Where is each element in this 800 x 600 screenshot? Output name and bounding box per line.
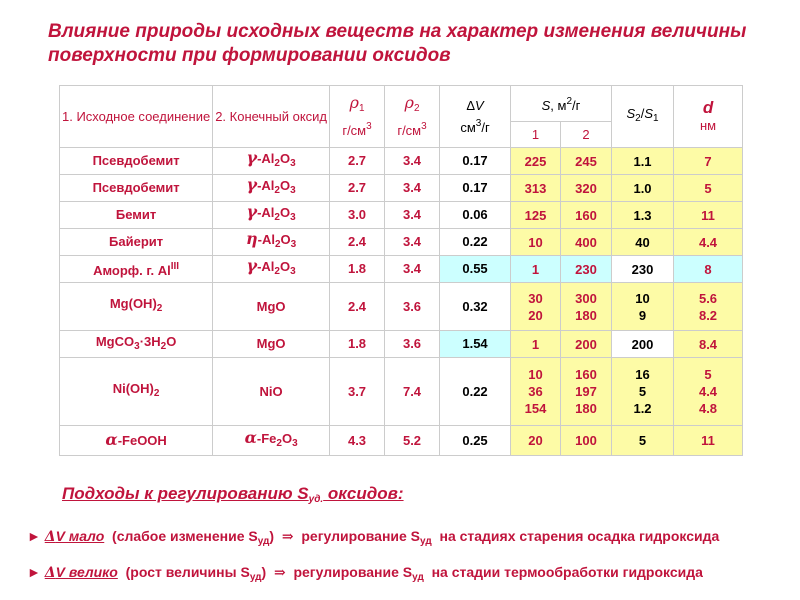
cell-rho2: 3.6 <box>385 331 440 358</box>
cell-source: Псевдобемит <box>60 148 213 175</box>
cell-rho1: 2.7 <box>330 175 385 202</box>
table-row <box>60 283 743 331</box>
cell-s2: 400 <box>561 229 612 256</box>
cell-d: 8.4 <box>674 331 743 358</box>
cell-rho1: 3.0 <box>330 202 385 229</box>
header-s1: 1 <box>511 122 561 148</box>
cell-dv: 0.25 <box>440 426 511 456</box>
cell-dv: 0.17 <box>440 148 511 175</box>
cell-rho2: 3.4 <box>385 202 440 229</box>
cell-oxide: $\gamma-Al_2O_3$ <box>213 256 330 283</box>
cell-rho1: 3.7 <box>330 358 385 426</box>
cell-source: Бемит <box>60 202 213 229</box>
oxides-table <box>59 85 743 456</box>
cell-ratio: 16 5 1.2 <box>612 358 674 426</box>
cell-d: 4.4 <box>674 229 743 256</box>
cell-s1: 20 <box>511 426 561 456</box>
cell-dv: 1.54 <box>440 331 511 358</box>
cell-d: 11 <box>674 202 743 229</box>
cell-dv: 0.06 <box>440 202 511 229</box>
cell-oxide: MgO <box>213 331 330 358</box>
cell-source: Псевдобемит <box>60 175 213 202</box>
cell-s1: 30 20 <box>511 283 561 331</box>
cell-rho2: 3.4 <box>385 256 440 283</box>
header-dv: ΔV $см^3/г$ <box>440 86 511 148</box>
cell-oxide: MgO <box>213 283 330 331</box>
table-row <box>60 256 743 283</box>
cell-ratio: 40 <box>612 229 674 256</box>
header-source: 1. Исходное соединение <box>60 86 213 148</box>
header-ratio: $S_2/S_1$ <box>612 86 674 148</box>
cell-oxide: $\gamma-Al_2O_3$ <box>213 202 330 229</box>
cell-rho1: 2.4 <box>330 283 385 331</box>
header-rho1: $\rho_1$ $г/см^3$ <box>330 86 385 148</box>
cell-ratio: 230 <box>612 256 674 283</box>
cell-d: 5 <box>674 175 743 202</box>
cell-dv: 0.17 <box>440 175 511 202</box>
cell-rho1: 1.8 <box>330 331 385 358</box>
cell-rho2: 3.4 <box>385 229 440 256</box>
cell-d: 5.6 8.2 <box>674 283 743 331</box>
cell-s1: 1 <box>511 331 561 358</box>
cell-rho2: 3.4 <box>385 148 440 175</box>
cell-oxide: $\eta-Al_2O_3$ <box>213 229 330 256</box>
subtitle: Подходы к регулированию $S_{уд.}$ оксидов: <box>62 484 404 505</box>
cell-s2: 160 <box>561 202 612 229</box>
cell-source: $Ni(OH)_2$ <box>60 358 213 426</box>
cell-s1: 1 <box>511 256 561 283</box>
cell-d: 8 <box>674 256 743 283</box>
header-s: S, $м^2/г$ <box>511 86 612 122</box>
cell-ratio: 200 <box>612 331 674 358</box>
cell-d: 11 <box>674 426 743 456</box>
cell-s2: 200 <box>561 331 612 358</box>
cell-d: 7 <box>674 148 743 175</box>
table-row <box>60 358 743 426</box>
cell-rho1: 2.4 <box>330 229 385 256</box>
table-row <box>60 426 743 456</box>
cell-rho1: 1.8 <box>330 256 385 283</box>
cell-s1: 125 <box>511 202 561 229</box>
table-row <box>60 148 743 175</box>
table-row <box>60 229 743 256</box>
header-s2: 2 <box>561 122 612 148</box>
cell-ratio: 1.3 <box>612 202 674 229</box>
cell-rho2: 3.4 <box>385 175 440 202</box>
cell-oxide: $\gamma-Al_2O_3$ <box>213 175 330 202</box>
cell-dv: 0.55 <box>440 256 511 283</box>
page-title: Влияние природы исходных веществ на характер изменения величины поверхности при формировании оксидов <box>48 21 747 66</box>
cell-dv: 0.22 <box>440 229 511 256</box>
cell-ratio: 1.1 <box>612 148 674 175</box>
cell-s2: 320 <box>561 175 612 202</box>
bullet-line-1: ► ΔV мало (слабое изменение $S_{уд}$) ⇒ регулирование $S_{уд}$ на стадиях старения осадка гидроксида <box>27 528 720 547</box>
cell-ratio: 10 9 <box>612 283 674 331</box>
cell-source: α-FeOOH <box>60 426 213 456</box>
cell-oxide: $\gamma-Al_2O_3$ <box>213 148 330 175</box>
cell-source: $Mg(OH)_2$ <box>60 283 213 331</box>
cell-source: Байерит <box>60 229 213 256</box>
cell-s1: 10 36 154 <box>511 358 561 426</box>
header-d: d нм <box>674 86 743 148</box>
table-row <box>60 331 743 358</box>
table-row <box>60 202 743 229</box>
table-row <box>60 175 743 202</box>
cell-ratio: 5 <box>612 426 674 456</box>
cell-rho2: 7.4 <box>385 358 440 426</box>
cell-s1: 313 <box>511 175 561 202</box>
cell-s2: 300 180 <box>561 283 612 331</box>
cell-s2: 160 197 180 <box>561 358 612 426</box>
cell-dv: 0.22 <box>440 358 511 426</box>
bullet-line-2: ► ΔV велико (рост величины $S_{уд}$) ⇒ регулирование $S_{уд}$ на стадии термообработки гидроксида <box>27 564 703 583</box>
cell-oxide: NiO <box>213 358 330 426</box>
cell-rho1: 2.7 <box>330 148 385 175</box>
cell-s2: 100 <box>561 426 612 456</box>
cell-rho1: 4.3 <box>330 426 385 456</box>
cell-s1: 225 <box>511 148 561 175</box>
cell-s2: 245 <box>561 148 612 175</box>
header-oxide: 2. Конечный оксид <box>213 86 330 148</box>
cell-rho2: 3.6 <box>385 283 440 331</box>
cell-s2: 230 <box>561 256 612 283</box>
cell-ratio: 1.0 <box>612 175 674 202</box>
cell-s1: 10 <box>511 229 561 256</box>
cell-source: Аморф. г. $Al^{III}$ <box>60 256 213 283</box>
header-rho2: $\rho_2$ $г/см^3$ <box>385 86 440 148</box>
cell-dv: 0.32 <box>440 283 511 331</box>
cell-oxide: $\alpha-Fe_2O_3$ <box>213 426 330 456</box>
cell-source: $MgCO_3\cdot 3H_2O$ <box>60 331 213 358</box>
cell-rho2: 5.2 <box>385 426 440 456</box>
cell-d: 5 4.4 4.8 <box>674 358 743 426</box>
